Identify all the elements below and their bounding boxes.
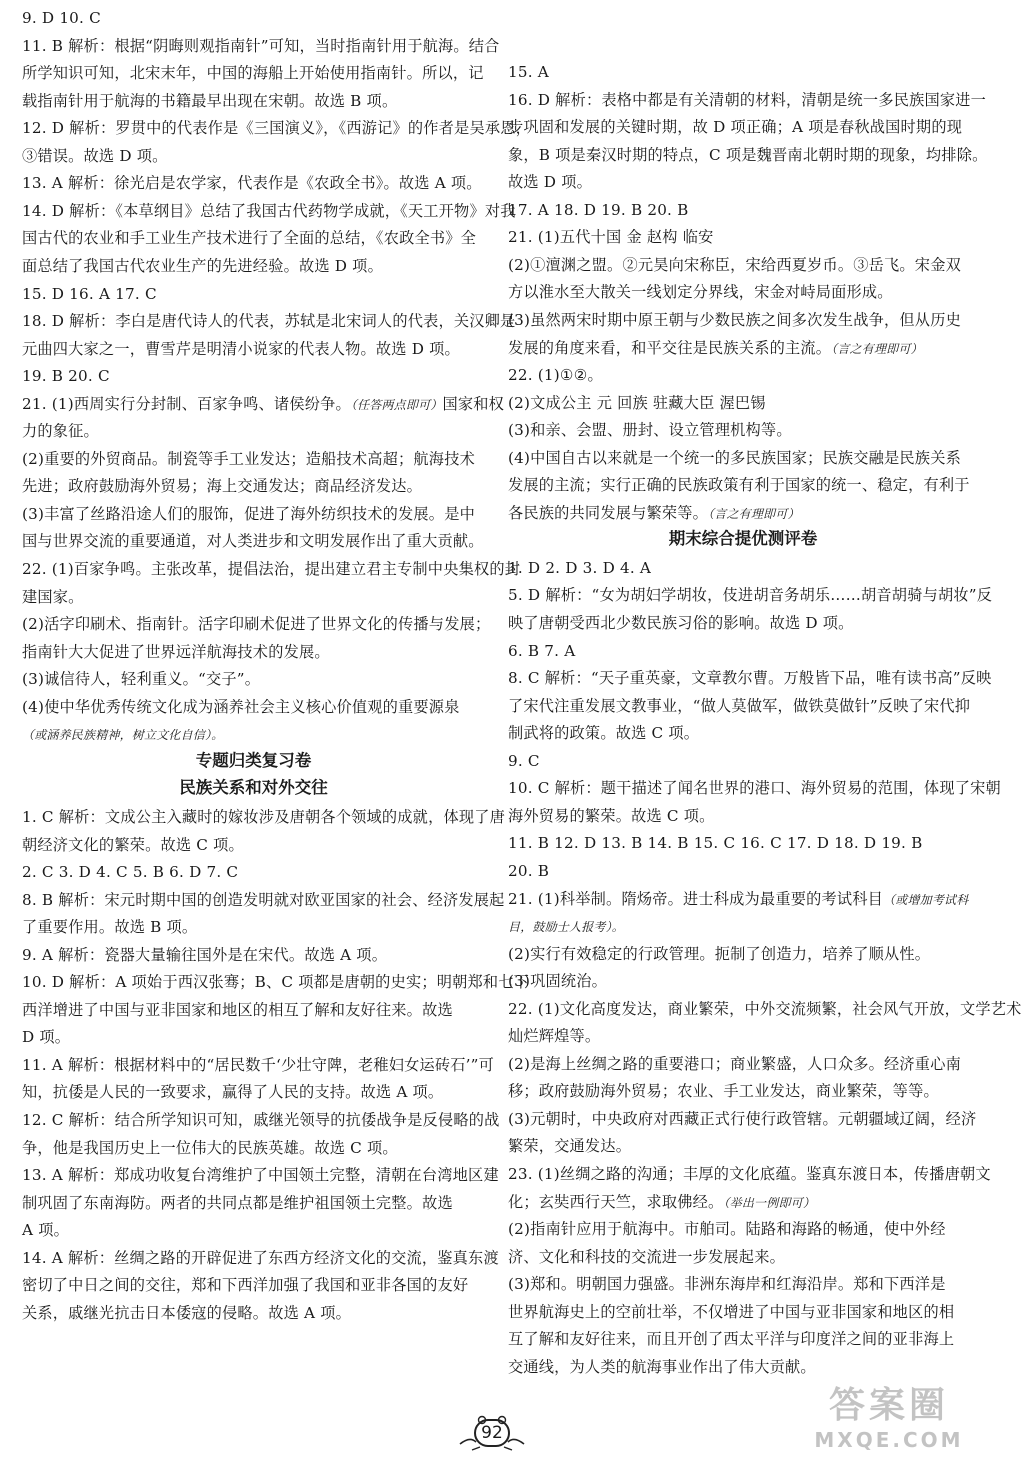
answer-text: 载指南针用于航海的书籍最早出现在宋朝。故选 B 项。 [22,91,398,110]
answer-text: 22. (1)百家争鸣。主张改革，提倡法治，提出建立君主专制中央集权的封 [22,560,521,578]
answer-line [22,886,505,915]
answer-text: 10. C 解析：题干描述了闻名世界的港口、海外贸易的范围，体现了宋朝 [508,779,1001,798]
answer-line [508,278,978,307]
answer-text: 9. D 10. C [22,9,101,27]
answer-line [22,252,485,281]
answer-line [508,637,978,666]
answer-line [22,1023,485,1052]
answer-text: 指南针大大促进了世界远洋航海技术的发展。 [22,642,330,661]
answer-text: 14. A 解析：丝绸之路的开辟促进了东西方经济文化的交流，鉴真东渡 [22,1248,499,1267]
answer-text: (2)文成公主 元 回族 驻藏大臣 渥巴锡 [508,393,766,412]
answer-line [22,169,485,198]
answer-line [508,113,978,142]
answer-text: 移；政府鼓励海外贸易；农业、手工业发达，商业繁荣，等等。 [508,1082,939,1101]
answer-text: 化；玄奘西行天竺，求取佛经。 [508,1192,724,1211]
answer-text: 密切了中日之间的交往，郑和下西洋加强了我国和亚非各国的友好 [22,1276,469,1295]
answer-text: 国古代的农业和手工业生产技术进行了全面的总结，《农政全书》全 [22,229,477,248]
answer-text: 济、文化和科技的交流进一步发展起来。 [508,1247,785,1266]
answer-line [508,361,978,390]
answer-text: 先进；政府鼓励海外贸易；海上交通发达；商品经济发达。 [22,477,423,496]
section-heading: 民族关系和对外交往 [179,778,328,798]
answer-text: (3)郑和。明朝国力强盛。非洲东海岸和红海沿岸。郑和下西洋是 [508,1275,946,1294]
answer-line [22,638,485,667]
answer-text: (3)虽然两宋时期中原王朝与少数民族之间多次发生战争，但从历史 [508,310,961,329]
answer-line [22,1299,485,1328]
answer-note: 目，鼓励士人报考）。 [508,920,625,935]
page-number-badge [452,1414,532,1454]
answer-text: 繁荣，交通发达。 [508,1137,632,1156]
answer-line [508,251,978,280]
answer-text: 互了解和友好往来，而且开创了西太平洋与印度洋之间的亚非海上 [508,1330,955,1349]
answer-text: 关系，戚继光抗击日本倭寇的侵略。故选 A 项。 [22,1303,351,1322]
answer-text: D 项。 [22,1028,71,1047]
answer-line [508,857,978,886]
page-number: 92 [474,1419,510,1447]
watermark-url: MXQE.COM [814,1428,964,1452]
answer-text: 16. D 解析：表格中都是有关清朝的材料，清朝是统一多民族国家进一 [508,90,987,109]
answer-line [508,416,978,445]
answer-line [22,1106,500,1135]
answer-text: 22. (1)文化高度发达，商业繁荣，中外交流频繁，社会风气开放，文学艺术 [508,999,1022,1018]
answer-text: 9. C [508,751,540,770]
answer-text: 1. D 2. D 3. D 4. A [508,558,652,577]
answer-text: (4)使中华优秀传统文化成为涵养社会主义核心价值观的重要源泉 [22,697,460,716]
answer-text: 交通线，为人类的航海事业作出了伟大贡献。 [508,1357,816,1376]
answer-line [22,1078,485,1107]
answer-line [508,802,978,831]
answer-text: (3)和亲、会盟、册封、设立管理机构等。 [508,421,792,440]
answer-text: 15. D 16. A 17. C [22,284,157,303]
answer-line [508,774,1001,803]
answer-line [508,1022,978,1051]
answer-text: 所学知识可知，北宋末年，中国的海船上开始使用指南针。所以，记 [22,64,484,83]
answer-line [508,1353,978,1382]
answer-line [508,581,993,610]
answer-text: 21. (1)西周实行分封制、百家争鸣、诸侯纷争。 [22,394,351,413]
answer-line [508,664,992,693]
answer-line [508,141,988,170]
answer-text: (2)实行有效稳定的行政管理。扼制了创造力，培养了顺从性。 [508,944,931,963]
answer-text: 朝经济文化的繁荣。故选 C 项。 [22,835,244,854]
answer-line [22,445,485,474]
answer-line [508,168,978,197]
answer-text: 11. A 解析：根据材料中的“居民数千‘少壮守陴，老稚妇女运砖石’”可 [22,1055,495,1074]
answer-line [508,334,978,363]
answer-text: 1. C 解析：文成公主入藏时的嫁妆涉及唐朝各个领域的成就，体现了唐 [22,807,506,826]
answer-text: 制巩固了东南海防。两者的共同点都是维护祖国领土完整。故选 [22,1193,453,1212]
answer-text: 步巩固和发展的关键时期，故 D 项正确；A 项是春秋战国时期的现 [508,118,963,137]
answer-line [508,829,978,858]
answer-text: 力的象征。 [22,422,99,441]
answer-line [508,747,978,776]
answer-line [22,610,491,639]
answer-text: 12. C 解析：结合所学知识可知，戚继光领导的抗倭战争是反侵略的战 [22,1111,500,1129]
answer-text: 映了唐朝受西北少数民族习俗的影响。故选 D 项。 [508,614,854,632]
answer-line [22,858,485,887]
answer-text: 建国家。 [22,587,84,606]
answer-text: 2. C 3. D 4. C 5. B 6. D 7. C [22,863,239,882]
answer-text: 9. A 解析：瓷器大量输往国外是在宋代。故选 A 项。 [22,945,388,964]
answer-line [22,1161,499,1190]
answer-line [22,996,485,1025]
answer-text: (2)重要的外贸商品。制瓷等手工业发达；造船技术高超；航海技术 [22,449,475,468]
answer-text: 制武将的政策。故选 C 项。 [508,724,700,743]
answer-line [508,471,978,500]
answer-text: 5. D 解析：“女为胡妇学胡妆，伎进胡音务胡乐……胡音胡骑与胡妆”反 [508,586,993,605]
answer-text: (3)诚信待人，轻利重义。“交子”。 [22,670,261,689]
answer-note: （举出一例即可） [723,1195,816,1210]
answer-line [22,1216,485,1245]
answer-text: 了重要作用。故选 B 项。 [22,918,198,937]
answer-line [22,1189,485,1218]
answer-text: 面总结了我国古代农业生产的先进经验。故选 D 项。 [22,256,383,275]
answer-text: (3)元朝时，中央政府对西藏正式行使行政管辖。元朝疆域辽阔，经济 [508,1109,977,1128]
answer-text: 国与世界交流的重要通道，对人类进步和文明发展作出了重大贡献。 [22,532,484,551]
answer-text: 发展的主流；实行正确的民族政策有利于国家的统一、稳定，有利于 [508,476,970,495]
answer-text: 20. B [508,861,550,880]
answer-text: 8. C 解析：“天子重英豪，文章教尔曹。万般皆下品，唯有读书高”反映 [508,669,992,688]
answer-line [508,1188,978,1217]
answer-line [22,665,485,694]
answer-line [508,554,978,583]
answer-line [22,527,485,556]
answer-line [508,196,978,225]
answer-text: 19. B 20. C [22,367,110,386]
answer-note: （或涵养民族精神，树立文化自信）。 [22,728,224,743]
answer-line [508,1105,978,1134]
answer-text: 知，抗倭是人民的一致要求，赢得了人民的支持。故选 A 项。 [22,1083,444,1102]
answer-line [22,831,485,860]
answer-line [22,968,530,997]
answer-text: 22. (1)①②。 [508,366,603,385]
answer-note: （言之有理即可） [831,341,923,356]
answer-text: (2)①澶渊之盟。②元昊向宋称臣，宋给西夏岁币。③岳飞。宋金双 [508,255,961,274]
answer-line [508,86,987,115]
answer-line [22,280,485,309]
answer-text: 11. B 解析：根据“阴晦则观指南针”可知，当时指南针用于航海。结合 [22,36,500,55]
answer-text: 10. D 解析：A 项始于西汉张骞；B、C 项都是唐朝的史实；明朝郑和七下 [22,973,530,992]
answer-text: A 项。 [22,1221,69,1240]
answer-line [508,967,978,996]
answer-text: 14. D 解析：《本草纲目》总结了我国古代药物学成就，《天工开物》对我 [22,201,516,220]
answer-text: 8. B 解析：宋元时期中国的创造发明就对欧亚国家的社会、经济发展起 [22,890,505,909]
answer-text: (3)丰富了丝路沿途人们的服饰，促进了海外纺织技术的发展。是中 [22,504,475,523]
answer-text: 13. A 解析：徐光启是农学家，代表作是《农政全书》。故选 A 项。 [22,174,482,193]
answer-line [22,114,531,143]
answer-text: 象，B 项是秦汉时期的特点，C 项是魏晋南北朝时期的现象，均排除。 [508,145,988,164]
answer-line [508,444,978,473]
answer-line [508,940,978,969]
answer-line [22,59,485,88]
answer-line [508,1215,978,1244]
answer-line [22,583,485,612]
answer-text: 6. B 7. A [508,641,576,660]
answer-line [508,1132,978,1161]
answer-text: 争，他是我国历史上一位伟大的民族英雄。故选 C 项。 [22,1138,398,1157]
answer-line [508,912,978,941]
answer-line [22,1244,499,1273]
answer-line [22,142,485,171]
answer-line [22,32,500,61]
answer-line [508,885,978,914]
answer-text: 15. A [508,63,549,81]
answer-text: 21. (1)五代十国 金 赵构 临安 [508,228,714,247]
answer-text: 18. D 解析：李白是唐代诗人的代表，苏轼是北宋词人的代表，关汉卿是 [22,312,516,331]
answer-text: 17. A 18. D 19. B 20. B [508,200,689,219]
answer-line [22,693,485,722]
answer-line [22,390,505,419]
answer-text-continued: 国家和权 [442,394,505,413]
answer-text: (3)巩固统治。 [508,972,608,991]
answer-note: （或增加考试科 [883,892,969,907]
answer-text: ③错误。故选 D 项。 [22,146,168,165]
answer-line [22,941,485,970]
answer-text: 西洋增进了中国与亚非国家和地区的相互了解和友好往来。故选 [22,1000,453,1019]
answer-text: (2)是海上丝绸之路的重要港口；商业繁盛，人口众多。经济重心南 [508,1054,961,1073]
answer-note: （任答两点即可） [350,397,443,412]
answer-line [508,1270,978,1299]
answer-line [508,1325,978,1354]
answer-line [508,719,978,748]
section-heading: 专题归类复习卷 [195,750,312,770]
answer-line [508,1298,978,1327]
answer-text: 11. B 12. D 13. B 14. B 15. C 16. C 17. D 18. D 19. B [508,834,923,853]
answer-text: 21. (1)科举制。隋炀帝。进士科成为最重要的考试科目 [508,889,884,908]
answer-line [22,1271,485,1300]
answer-text: 方以淮水至大散关一线划定分界线，宋金对峙局面形成。 [508,283,893,302]
answer-line [508,389,978,418]
answer-line [22,555,521,584]
answer-line [22,362,485,391]
answer-line [22,913,485,942]
answer-note: （言之有理即可） [708,506,800,521]
answer-text: 了宋代注重发展文教事业，“做人莫做军，做铁莫做针”反映了宋代抑 [508,696,971,715]
answer-text: 海外贸易的繁荣。故选 C 项。 [508,806,715,825]
section-heading: 期末综合提优测评卷 [668,529,818,549]
answer-line [22,803,506,832]
answer-text: 13. A 解析：郑成功收复台湾维护了中国领土完整，清朝在台湾地区建 [22,1166,499,1185]
answer-text: 发展的角度来看，和平交往是民族关系的主流。 [508,338,832,357]
watermark-logo: 答案圈 [828,1385,949,1426]
answer-text: 世界航海史上的空前壮举，不仅增进了中国与亚非国家和地区的相 [508,1302,955,1321]
answer-line [508,1077,978,1106]
watermark [784,1384,994,1456]
answer-line [22,224,485,253]
answer-text: 元曲四大家之一，曹雪芹是明清小说家的代表人物。故选 D 项。 [22,339,460,358]
answer-text: 12. D 解析：罗贯中的代表作是《三国演义》，《西游记》的作者是吴承恩， [22,119,531,138]
answer-text: (4)中国自古以来就是一个统一的多民族国家；民族交融是民族关系 [508,448,961,467]
answer-text: (2)指南针应用于航海中。市舶司。陆路和海路的畅通，使中外经 [508,1220,946,1239]
answer-text: (2)活字印刷术、指南针。活字印刷术促进了世界文化的传播与发展； [22,615,491,634]
answer-line [22,500,485,529]
answer-line [22,197,516,226]
answer-line [22,1134,485,1163]
answer-text: 灿烂辉煌等。 [508,1027,601,1046]
answer-line [22,335,485,364]
answer-line [508,692,978,721]
answer-line [22,1051,495,1080]
answer-line [508,306,978,335]
answer-line [508,223,978,252]
answer-line [22,4,485,33]
answer-line [22,87,485,116]
answer-text: 故选 D 项。 [508,173,592,192]
answer-line [508,1243,978,1272]
answer-line [508,609,978,638]
answer-line [508,1050,978,1079]
answer-line [508,995,1022,1024]
answer-line [22,417,485,446]
answer-text: 各民族的共同发展与繁荣等。 [508,503,709,522]
answer-line [508,58,978,87]
answer-line [508,1160,991,1189]
answer-line [22,472,485,501]
answer-line [22,307,516,336]
answer-text: 23. (1)丝绸之路的沟通；丰厚的文化底蕴。鉴真东渡日本，传播唐朝文 [508,1165,991,1183]
